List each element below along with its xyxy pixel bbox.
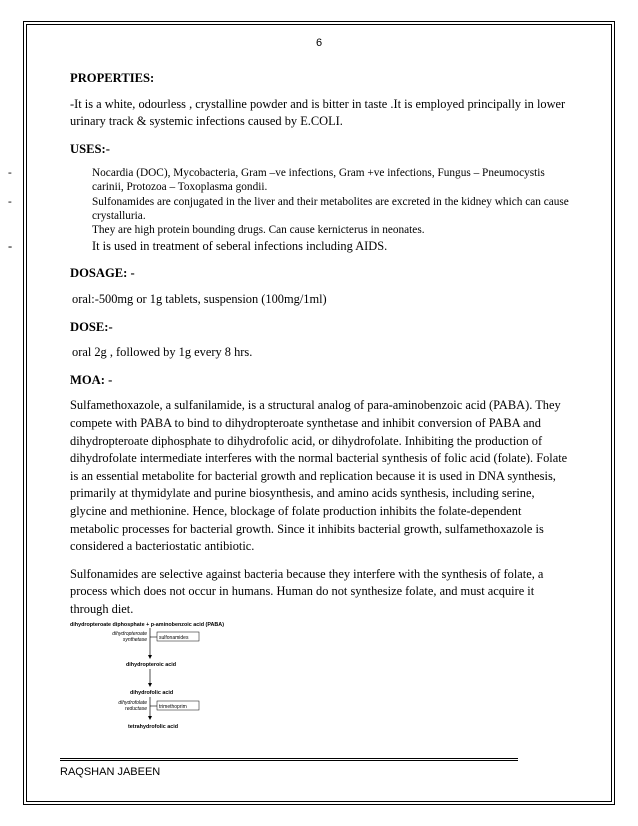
dosage-text: oral:-500mg or 1g tablets, suspension (100mg/1ml) <box>72 291 327 306</box>
footer-author: RAQSHAN JABEEN <box>60 766 161 778</box>
enzyme1-label-b: synthetase <box>122 637 147 643</box>
document-body <box>8 70 570 628</box>
moa-paragraph-2: Sulfonamides are selective against bacteria because they interfere with the synthesis of folate, a process which does not occur in humans. Human do not synthesize folate, and must acquire it through diet. <box>70 566 544 616</box>
bullet-dash: - <box>8 167 12 180</box>
dose-heading: DOSE:- <box>70 319 113 334</box>
bullet-dash: - <box>8 239 13 254</box>
properties-heading: PROPERTIES: <box>70 71 155 85</box>
enzyme1-label-a: dihydropteroate <box>112 631 147 637</box>
uses-heading: USES:- <box>70 141 110 156</box>
footer-divider <box>60 758 518 759</box>
pathway-arrowhead <box>148 683 152 687</box>
moa-paragraph-1: Sulfamethoxazole, a sulfanilamide, is a structural analog of para-aminobenzoic acid (PABA). They compete with PABA to bind to dihydropteroate synthetase and inhibit conversion of PABA and dihydropteroate diphosphate to dihydrofolic acid, or dihydrofolate. Inhibiting the production of dihydrofolate intermediate interferes with the normal bacterial synthesis of folic acid (folate). Folate is an essential metabolite for bacterial growth and replication because it is used in DNA synthesis, primarily at thymidylate and purine biosynthesis, and amino acids synthesis, including serine, glycine and methionine. Hence, blockage of folate production inhibits the folate-dependent metabolic processes for bacterial growth. Since it inhibits bacterial growth, sulfamethoxazole is considered a bacteriostatic antibiotic. <box>70 398 568 554</box>
list-item-line: Nocardia (DOC), Mycobacteria, Gram –ve infections, Gram +ve infections, Fungus – Pneumocystis <box>92 167 545 180</box>
bullet-dash: - <box>8 196 12 209</box>
list-item <box>8 195 588 237</box>
folate-pathway-diagram <box>70 620 290 732</box>
list-item <box>8 166 588 194</box>
enzyme2-label-b: reductase <box>125 706 147 712</box>
page-number: 6 <box>315 37 323 49</box>
uses-list <box>8 166 588 255</box>
inhibitor1-label: sulfonamides <box>159 635 189 641</box>
footer-divider <box>60 760 518 761</box>
inhibitor2-label: trimethoprim <box>159 704 187 710</box>
diagram-bottom-label: tetrahydrofolic acid <box>128 724 179 730</box>
list-item-line: It is used in treatment of seberal infections including AIDS. <box>92 239 388 254</box>
pathway-arrowhead <box>148 716 152 720</box>
enzyme2-label-a: dihydrofolate <box>118 700 147 706</box>
diagram-mid2-label: dihydrofolic acid <box>130 690 174 696</box>
moa-heading: MOA: - <box>70 372 113 387</box>
diagram-mid1-label: dihydropteroic acid <box>126 662 177 668</box>
list-item-line: crystalluria. <box>92 210 146 223</box>
list-item-line: carinii, Protozoa – Toxoplasma gondii. <box>92 181 268 194</box>
dose-text: oral 2g , followed by 1g every 8 hrs. <box>72 345 253 360</box>
list-item <box>8 238 588 255</box>
list-item-line: They are high protein bounding drugs. Can cause kernicterus in neonates. <box>92 224 425 237</box>
dosage-heading: DOSAGE: - <box>70 266 135 281</box>
pathway-arrowhead <box>148 655 152 659</box>
list-item-line: Sulfonamides are conjugated in the liver and their metabolites are excreted in the kidney which can cause <box>92 196 569 209</box>
properties-text: -It is a white, odourless , crystalline powder and is bitter in taste .It is employed principally in lower urinary track & systemic infections caused by E.COLI. <box>70 96 566 129</box>
diagram-top-label: dihydropteroate diphosphate + p-aminobenzoic acid (PABA) <box>70 622 224 628</box>
